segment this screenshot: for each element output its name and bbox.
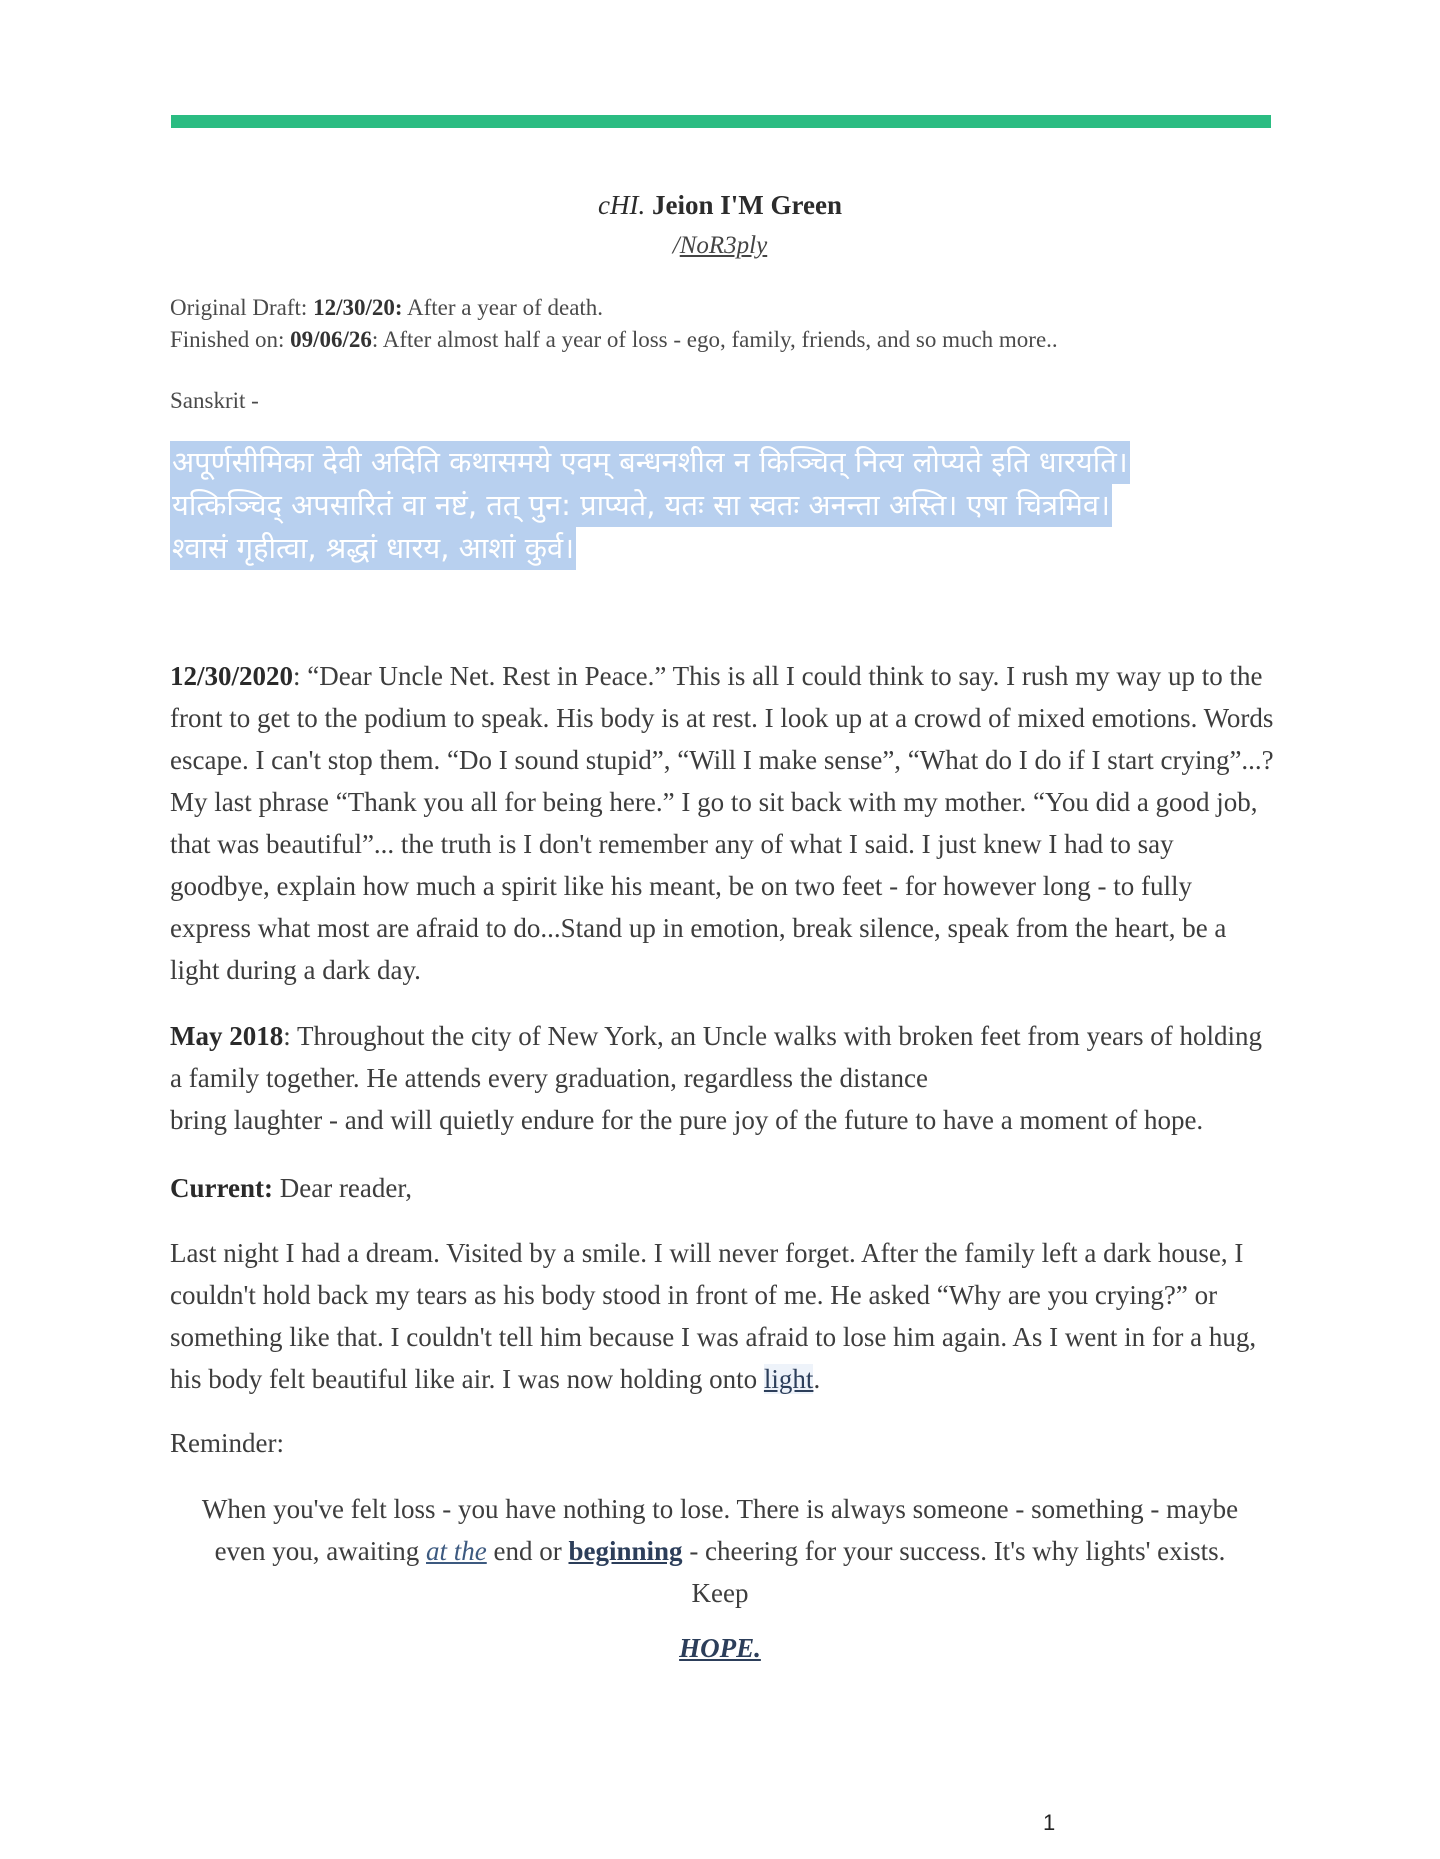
- finished-date: 09/06/26: [290, 327, 372, 352]
- draft-label: Original Draft:: [170, 295, 314, 320]
- hope-heading[interactable]: HOPE.: [679, 1633, 761, 1663]
- finished-line: [170, 324, 1058, 356]
- quote-mid: end or: [486, 1536, 569, 1566]
- paragraph-current: [170, 1167, 1275, 1209]
- may-date: May 2018: [170, 1021, 284, 1051]
- quote-keep: Keep: [691, 1578, 749, 1608]
- eulogy-text: : “Dear Uncle Net. Rest in Peace.” This is all I could think to say. I rush my way up to the front to get to the podium to speak. His body is at rest. I look up at a crowd of mixed emotions. Words escape. I can't stop them. “Do I sound stupid”, “Will I make sense”, “What do I do if I start crying”...? My last phrase “Thank you all for being here.” I go to sit back with my mother. “You did a good job, that was beautiful”... the truth is I don't remember any of what I said. I just knew I had to say goodbye, explain how much a spirit like his meant, be on two feet - for however long - to fully express what most are afraid to do...Stand up in emotion, break silence, speak from the heart, be a light during a dark day.: [170, 661, 1274, 985]
- accent-bar: [171, 115, 1271, 128]
- quote-line-1: When you've felt loss - you have nothing to lose. There is always someone - something - maybe: [201, 1494, 1239, 1524]
- page-number: 1: [1043, 1810, 1056, 1835]
- paragraph-dream: [170, 1232, 1275, 1400]
- quote-line-2: [170, 1530, 1270, 1572]
- paragraph-eulogy: [170, 655, 1275, 991]
- current-text: Dear reader,: [272, 1173, 413, 1203]
- dream-end: .: [813, 1364, 821, 1394]
- draft-text: After a year of death.: [402, 295, 604, 320]
- author-link[interactable]: NoR3ply: [679, 232, 768, 259]
- dream-text: Last night I had a dream. Visited by a smile. I will never forget. After the family left a dark house, I couldn't hold back my tears as his body stood in front of me. He asked “Why are you crying?” or something like that. I couldn't tell him because I was afraid to lose him again. As I went in for a hug, his body felt beautiful like air. I was now holding onto: [170, 1238, 1257, 1394]
- author-line: [0, 232, 1440, 260]
- finished-text: : After almost half a year of loss - ego, family, friends, and so much more..: [371, 327, 1058, 352]
- reminder-label: Reminder:: [170, 1428, 284, 1458]
- paragraph-may-2018: [170, 1015, 1275, 1141]
- draft-meta: [170, 292, 1058, 356]
- at-the-link[interactable]: at the: [426, 1536, 487, 1566]
- current-label: Current:: [170, 1173, 273, 1203]
- eulogy-date: 12/30/2020: [170, 661, 294, 691]
- sanskrit-selection[interactable]: [170, 441, 1290, 570]
- document-title: [0, 190, 1440, 221]
- sanskrit-line[interactable]: यत्किञ्चिद् अपसारितं वा नष्टं, तत् पुन: प्राप्यते, यतः सा स्वतः अनन्ता अस्ति। एषा चित्रमिव।: [170, 484, 1112, 527]
- author-slash: /: [672, 232, 680, 259]
- beginning-link[interactable]: beginning: [568, 1536, 683, 1566]
- finished-label: Finished on:: [170, 327, 291, 352]
- light-link[interactable]: light: [763, 1364, 814, 1394]
- reminder-quote: [170, 1488, 1270, 1614]
- title-main: Jeion I'M Green: [645, 190, 842, 220]
- sanskrit-line[interactable]: अपूर्णसीमिका देवी अदिति कथासमये एवम् बन्धनशील न किञ्चित् नित्य लोप्यते इति धारयति।: [170, 441, 1130, 484]
- quote-post: - cheering for your success. It's why lights' exists.: [682, 1536, 1226, 1566]
- may-text: : Throughout the city of New York, an Uncle walks with broken feet from years of holding a family together. He attends every graduation, regardless the distance: [170, 1021, 1263, 1093]
- title-prefix: cHI.: [598, 190, 646, 220]
- quote-pre: even you, awaiting: [214, 1536, 427, 1566]
- draft-date: 12/30/20:: [313, 295, 403, 320]
- sanskrit-line[interactable]: श्वासं गृहीत्वा, श्रद्धां धारय, आशां कुर्व।: [170, 527, 576, 570]
- sanskrit-label: Sanskrit -: [170, 388, 259, 413]
- may-text-2: bring laughter - and will quietly endure for the pure joy of the future to have a moment of hope.: [170, 1105, 1204, 1135]
- original-draft-line: [170, 292, 1058, 324]
